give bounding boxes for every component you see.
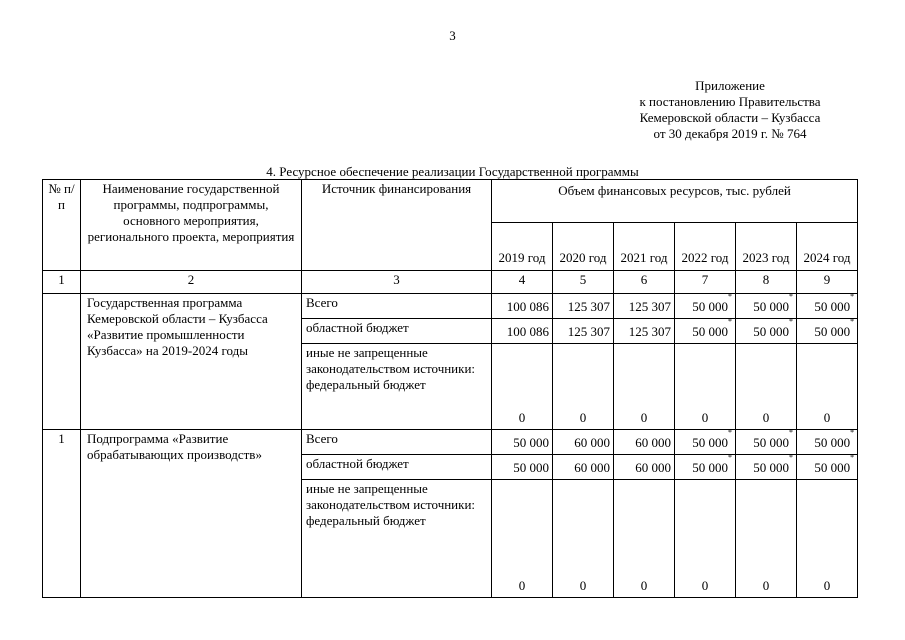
amount-value: 50 000 — [753, 299, 789, 314]
header-year: 2023 год — [736, 223, 797, 271]
amount-cell — [553, 294, 614, 319]
column-numbers-row — [43, 271, 858, 294]
amount-value: 60 000 — [574, 460, 610, 475]
footnote-mark: * — [789, 317, 793, 326]
row-number-cell — [43, 294, 81, 430]
column-number: 8 — [736, 271, 797, 294]
footnote-mark: * — [728, 453, 732, 462]
header-year: 2022 год — [675, 223, 736, 271]
amount-value: 125 307 — [628, 299, 671, 314]
amount-cell — [492, 430, 553, 455]
amount-cell — [736, 294, 797, 319]
amount-cell — [675, 430, 736, 455]
amount-value: 50 000 — [814, 324, 851, 339]
amount-value: 100 086 — [506, 299, 549, 314]
amount-value: 50 000 — [513, 435, 549, 450]
amount-value: 50 000 — [814, 460, 851, 475]
amount-cell — [675, 294, 736, 319]
program-name-cell: Государственная программа Кемеровской области – Кузбасса «Развитие промышленности Кузбасса» на 2019-2024 годы — [81, 294, 302, 430]
amount-cell — [797, 480, 858, 598]
row-number-cell: 1 — [43, 430, 81, 598]
amount-cell — [736, 455, 797, 480]
section-title: 4. Ресурсное обеспечение реализации Государственной программы — [266, 164, 639, 179]
footnote-mark: * — [728, 317, 732, 326]
amount-value: 0 — [701, 410, 709, 425]
amount-cell — [553, 430, 614, 455]
header-volume: Объем финансовых ресурсов, тыс. рублей — [492, 180, 858, 223]
amount-cell — [492, 344, 553, 430]
footnote-mark: * — [728, 428, 732, 437]
amount-value: 125 307 — [567, 324, 610, 339]
header-year: 2021 год — [614, 223, 675, 271]
amount-cell — [492, 480, 553, 598]
appendix-line: от 30 декабря 2019 г. № 764 — [653, 126, 807, 141]
amount-cell — [614, 455, 675, 480]
amount-cell — [736, 480, 797, 598]
column-number: 4 — [492, 271, 553, 294]
header-year: 2024 год — [797, 223, 858, 271]
amount-value: 50 000 — [753, 460, 789, 475]
amount-value: 0 — [640, 410, 648, 425]
table-row — [43, 430, 858, 455]
amount-cell — [797, 344, 858, 430]
amount-cell — [675, 319, 736, 344]
amount-cell — [492, 294, 553, 319]
amount-value: 50 000 — [692, 435, 728, 450]
amount-value: 125 307 — [628, 324, 671, 339]
amount-value: 60 000 — [635, 460, 671, 475]
column-number: 1 — [43, 271, 81, 294]
funding-source-cell: иные не запрещенные законодательством источники: федеральный бюджет — [302, 344, 492, 430]
appendix-line: Приложение — [695, 78, 765, 93]
amount-value: 50 000 — [753, 324, 789, 339]
amount-value: 0 — [640, 578, 648, 593]
amount-cell — [553, 480, 614, 598]
amount-cell — [675, 455, 736, 480]
footnote-mark: * — [850, 428, 855, 437]
amount-value: 60 000 — [574, 435, 610, 450]
footnote-mark: * — [789, 453, 793, 462]
amount-value: 50 000 — [814, 299, 851, 314]
funding-source-cell: иные не запрещенные законодательством источники: федеральный бюджет — [302, 480, 492, 598]
footnote-mark: * — [850, 292, 855, 301]
amount-value: 50 000 — [753, 435, 789, 450]
amount-cell — [614, 319, 675, 344]
amount-cell — [675, 344, 736, 430]
amount-value: 50 000 — [814, 435, 851, 450]
appendix-line: Кемеровской области – Кузбасса — [639, 110, 821, 125]
appendix-line: к постановлению Правительства — [639, 94, 821, 109]
amount-cell — [614, 344, 675, 430]
amount-cell — [492, 319, 553, 344]
amount-value: 125 307 — [567, 299, 610, 314]
header-year: 2020 год — [553, 223, 614, 271]
amount-value: 50 000 — [692, 324, 728, 339]
amount-value: 0 — [518, 578, 526, 593]
amount-cell — [797, 294, 858, 319]
header-num: № п/п — [43, 180, 81, 271]
page-number: 3 — [449, 28, 456, 43]
amount-value: 0 — [701, 578, 709, 593]
amount-cell — [614, 430, 675, 455]
amount-cell — [553, 344, 614, 430]
footnote-mark: * — [850, 453, 855, 462]
column-number: 9 — [797, 271, 858, 294]
column-number: 6 — [614, 271, 675, 294]
header-row — [43, 180, 858, 223]
amount-value: 0 — [579, 410, 587, 425]
funding-source-cell: Всего — [302, 294, 492, 319]
amount-cell — [736, 430, 797, 455]
appendix-heading — [560, 78, 900, 142]
footnote-mark: * — [850, 317, 855, 326]
footnote-mark: * — [728, 292, 732, 301]
table-row — [43, 294, 858, 319]
amount-value: 0 — [823, 410, 831, 425]
funding-source-cell: областной бюджет — [302, 455, 492, 480]
header-name: Наименование государственной программы, подпрограммы, основного мероприятия, регионального проекта, мероприятия — [81, 180, 302, 271]
column-number: 5 — [553, 271, 614, 294]
footnote-mark: * — [789, 292, 793, 301]
amount-cell — [553, 455, 614, 480]
amount-cell — [492, 455, 553, 480]
resource-table — [42, 179, 858, 598]
funding-source-cell: Всего — [302, 430, 492, 455]
amount-cell — [675, 480, 736, 598]
amount-cell — [797, 455, 858, 480]
footnote-mark: * — [789, 428, 793, 437]
amount-cell — [553, 319, 614, 344]
amount-cell — [736, 344, 797, 430]
amount-value: 100 086 — [506, 324, 549, 339]
amount-cell — [614, 480, 675, 598]
funding-source-cell: областной бюджет — [302, 319, 492, 344]
amount-value: 50 000 — [513, 460, 549, 475]
header-year: 2019 год — [492, 223, 553, 271]
amount-value: 0 — [823, 578, 831, 593]
amount-value: 50 000 — [692, 460, 728, 475]
program-name-cell: Подпрограмма «Развитие обрабатывающих производств» — [81, 430, 302, 598]
amount-cell — [797, 319, 858, 344]
header-source: Источник финансирования — [302, 180, 492, 271]
amount-cell — [797, 430, 858, 455]
amount-value: 60 000 — [635, 435, 671, 450]
amount-value: 50 000 — [692, 299, 728, 314]
amount-value: 0 — [518, 410, 526, 425]
amount-value: 0 — [762, 410, 770, 425]
amount-cell — [614, 294, 675, 319]
amount-value: 0 — [762, 578, 770, 593]
column-number: 7 — [675, 271, 736, 294]
amount-value: 0 — [579, 578, 587, 593]
column-number: 2 — [81, 271, 302, 294]
amount-cell — [736, 319, 797, 344]
column-number: 3 — [302, 271, 492, 294]
